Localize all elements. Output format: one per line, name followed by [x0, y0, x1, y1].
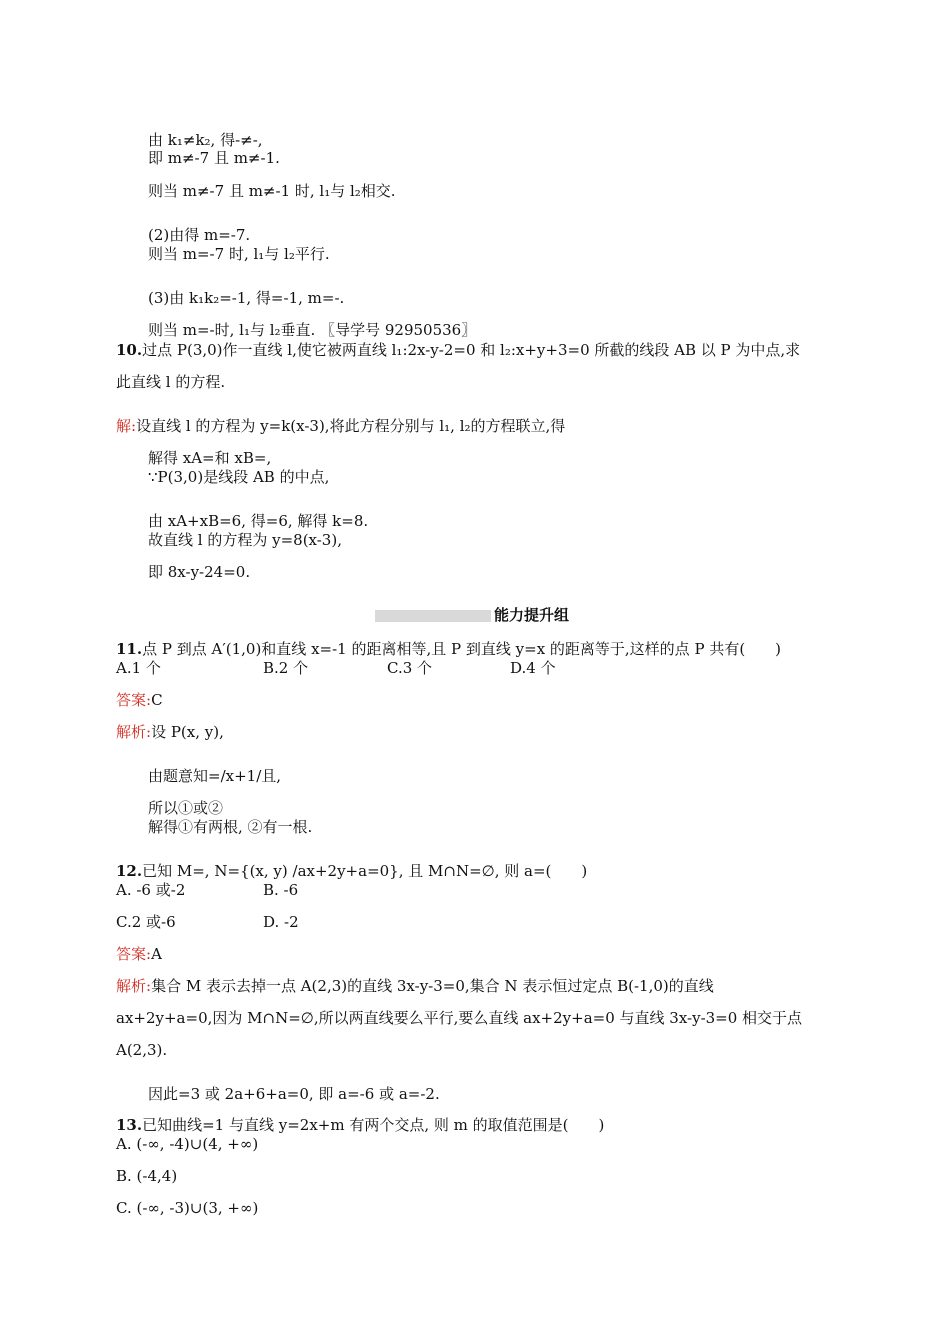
option-a: A.1 个 — [116, 659, 161, 677]
question-10 — [116, 340, 800, 360]
answer-value: C — [151, 691, 163, 709]
question-12 — [116, 861, 587, 881]
analysis-line: 因此=3 或 2a+6+a=0, 即 a=-6 或 a=-2. — [148, 1085, 440, 1103]
question-11 — [116, 639, 781, 659]
solution-line: 由 k₁≠k₂, 得-≠-, — [148, 131, 263, 149]
analysis-line: A(2,3). — [116, 1041, 168, 1059]
solution-line: 则当 m=-时, l₁与 l₂垂直. 〖导学号 92950536〗 — [148, 321, 477, 339]
question-text: 已知 M=, N={(x, y) /ax+2y+a=0}, 且 M∩N=∅, 则 a=( ) — [142, 862, 588, 880]
option-c: C.3 个 — [387, 659, 433, 677]
analysis-line: 解得①有两根, ②有一根. — [148, 818, 313, 836]
analysis-line: 所以①或② — [148, 799, 224, 817]
question-number: 12. — [116, 862, 143, 880]
answer-label: 答案: — [116, 691, 152, 709]
answer-value: A — [151, 945, 162, 963]
answer-line — [116, 944, 162, 964]
analysis-line — [116, 976, 714, 996]
analysis-text: 集合 M 表示去掉一点 A(2,3)的直线 3x-y-3=0,集合 N 表示恒过定点 B(-1,0)的直线 — [151, 977, 714, 995]
solution-line: 则当 m≠-7 且 m≠-1 时, l₁与 l₂相交. — [148, 182, 396, 200]
section-title: 能力提升组 — [494, 606, 570, 624]
solution-label: 解: — [116, 417, 137, 435]
question-text: 过点 P(3,0)作一直线 l,使它被两直线 l₁:2x-y-2=0 和 l₂:x+y+3=0 所截的线段 AB 以 P 为中点,求 — [142, 341, 801, 359]
solution-line: 解得 xA=和 xB=, — [148, 449, 272, 467]
analysis-label: 解析: — [116, 723, 152, 741]
analysis-line: ax+2y+a=0,因为 M∩N=∅,所以两直线要么平行,要么直线 ax+2y+a=0 与直线 3x-y-3=0 相交于点 — [116, 1009, 803, 1027]
solution-line: 故直线 l 的方程为 y=8(x-3), — [148, 531, 342, 549]
solution-line: 则当 m=-7 时, l₁与 l₂平行. — [148, 245, 330, 263]
solution-line: 即 m≠-7 且 m≠-1. — [148, 149, 280, 167]
solution-line: 即 8x-y-24=0. — [148, 563, 251, 581]
option-c: C.2 或-6 — [116, 913, 176, 931]
option-a: A. -6 或-2 — [116, 881, 186, 899]
answer-line — [116, 690, 163, 710]
section-bar — [375, 610, 491, 622]
question-number: 11. — [116, 640, 143, 658]
question-13 — [116, 1115, 604, 1135]
option-b: B. -6 — [263, 881, 299, 899]
question-number: 13. — [116, 1116, 143, 1134]
option-d: D.4 个 — [510, 659, 556, 677]
solution-line — [116, 416, 565, 436]
solution-line: (3)由 k₁k₂=-1, 得=-1, m=-. — [148, 289, 345, 307]
option-c: C. (-∞, -3)∪(3, +∞) — [116, 1199, 259, 1217]
analysis-line — [116, 722, 224, 742]
question-number: 10. — [116, 341, 143, 359]
analysis-label: 解析: — [116, 977, 152, 995]
answer-label: 答案: — [116, 945, 152, 963]
option-a: A. (-∞, -4)∪(4, +∞) — [116, 1135, 259, 1153]
option-b: B.2 个 — [263, 659, 309, 677]
option-b: B. (-4,4) — [116, 1167, 178, 1185]
question-text: 此直线 l 的方程. — [116, 373, 226, 391]
option-d: D. -2 — [263, 913, 299, 931]
question-text: 已知曲线=1 与直线 y=2x+m 有两个交点, 则 m 的取值范围是( ) — [142, 1116, 605, 1134]
solution-text: 设直线 l 的方程为 y=k(x-3),将此方程分别与 l₁, l₂的方程联立,得 — [136, 417, 566, 435]
analysis-line: 由题意知=/x+1/且, — [148, 767, 282, 785]
solution-line: (2)由得 m=-7. — [148, 226, 251, 244]
solution-line: ∵P(3,0)是线段 AB 的中点, — [148, 468, 330, 486]
solution-line: 由 xA+xB=6, 得=6, 解得 k=8. — [148, 512, 369, 530]
analysis-text: 设 P(x, y), — [151, 723, 224, 741]
question-text: 点 P 到点 A′(1,0)和直线 x=-1 的距离相等,且 P 到直线 y=x 的距离等于,这样的点 P 共有( ) — [142, 640, 782, 658]
